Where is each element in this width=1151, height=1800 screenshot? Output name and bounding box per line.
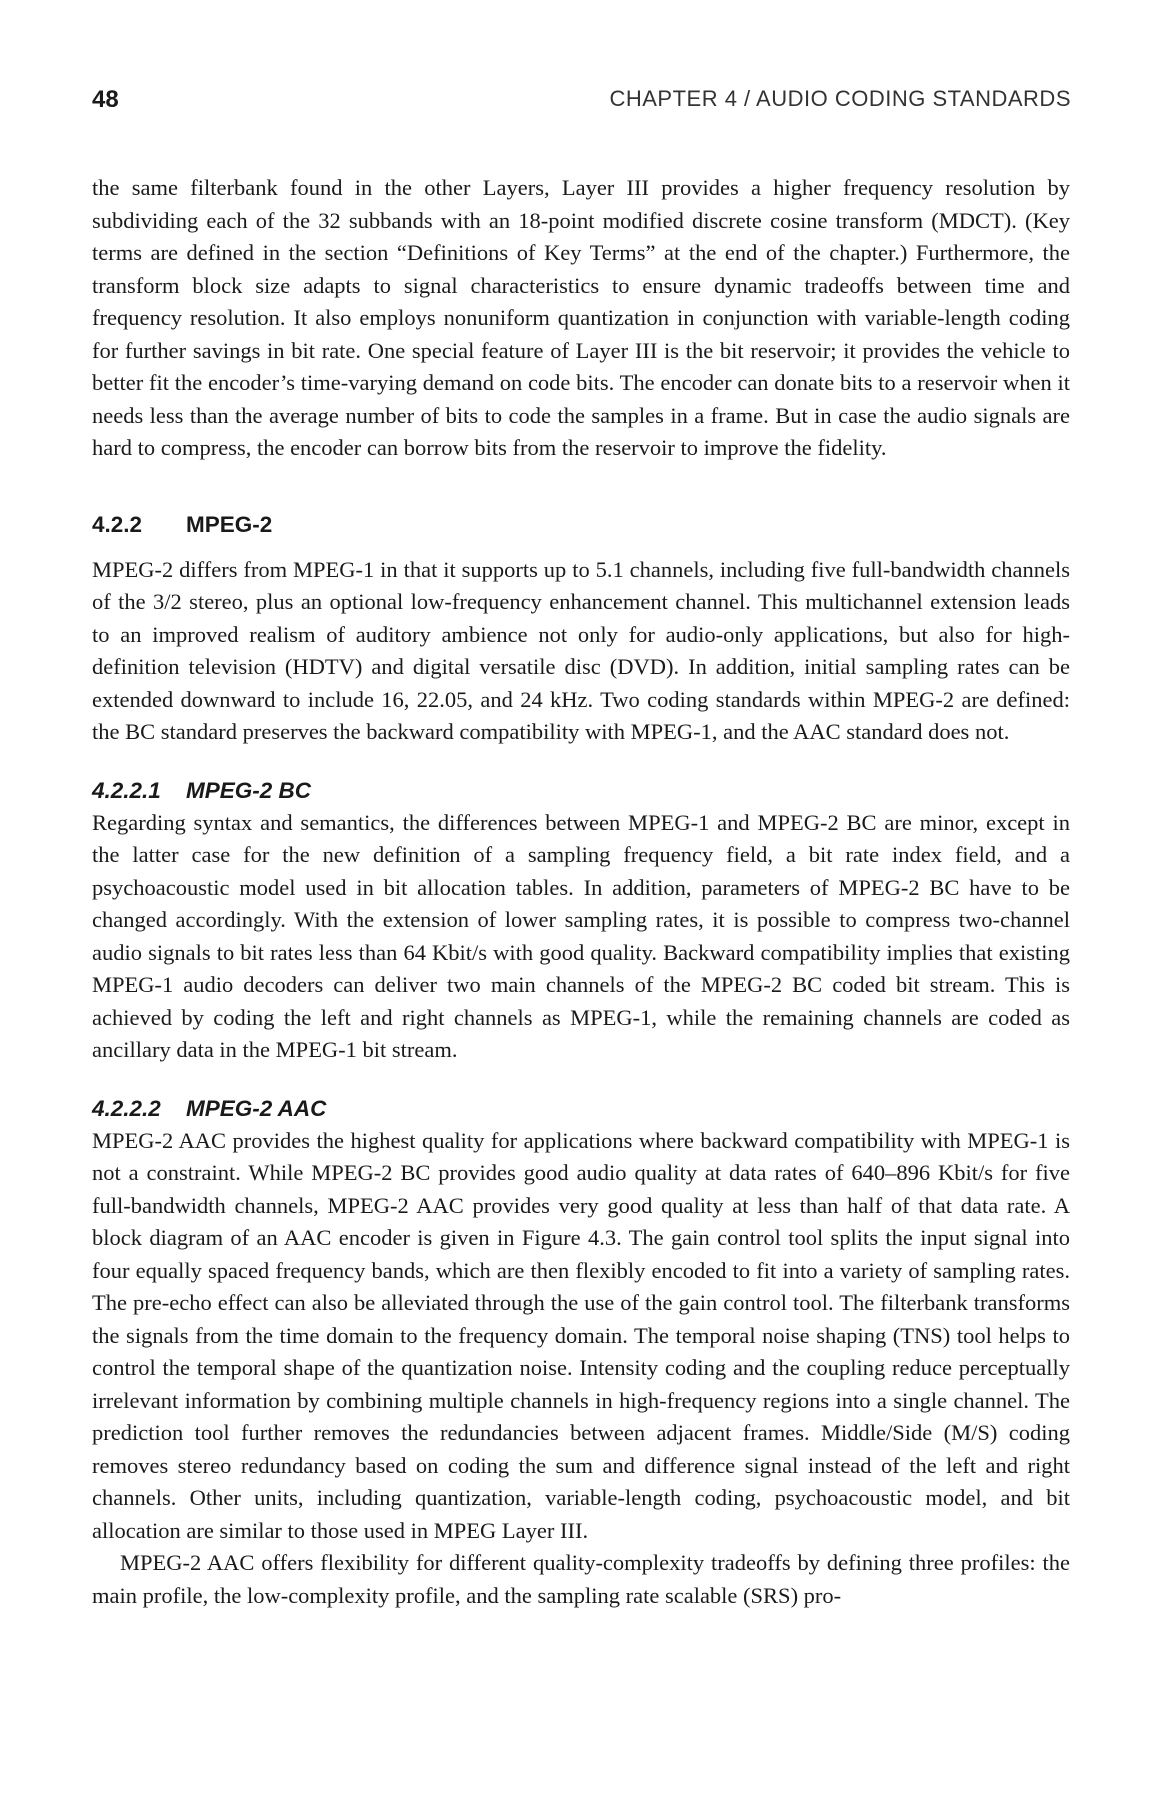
running-head: CHAPTER 4 / AUDIO CODING STANDARDS [609,86,1071,111]
page-number: 48 [92,86,119,113]
paragraph-layer3-continuation: the same filterbank found in the other Layers, Layer III provides a higher frequency resolution by subdividing each of the 32 subbands with an 18-point modified discrete cosine transform (MDCT). (Key terms are defined in the section “Definitions of Key Terms” at the end of the chapter.) Furthermore, the transform block size adapts to signal characteristics to ensure dynamic tradeoffs between time and frequency resolution. It also employs nonuniform quantization in conjunction with variable-length coding for further savings in bit rate. One special feature of Layer III is the bit reservoir; it provides the vehicle to better fit the encoder’s time-varying demand on code bits. The encoder can donate bits to a reservoir when it needs less than the average number of bits to code the samples in a frame. But in case the audio signals are hard to compress, the encoder can borrow bits from the reservoir to improve the fidelity. [92,175,1070,460]
section-heading-4-2-2 [92,509,1070,541]
subsection-heading-4-2-2-1 [92,775,1070,807]
paragraph-mpeg2-aac-profiles: MPEG-2 AAC offers flexibility for different quality-complexity tradeoffs by defining three profiles: the main profile, the low-complexity profile, and the sampling rate scalable (SRS) pro- [92,1550,1070,1608]
subsection-heading-4-2-2-2 [92,1093,1070,1125]
section-title: MPEG-2 [186,511,273,537]
paragraph-mpeg2-bc: Regarding syntax and semantics, the differences between MPEG-1 and MPEG-2 BC are minor, except in the latter case for the new definition of a sampling frequency field, a bit rate index field, and a psychoacoustic model used in bit allocation tables. In addition, parameters of MPEG-2 BC have to be changed accordingly. With the extension of lower sampling rates, it is possible to compress two-channel audio signals to bit rates less than 64 Kbit/s with good quality. Backward compatibility implies that existing MPEG-1 audio decoders can deliver two main channels of the MPEG-2 BC coded bit stream. This is achieved by coding the left and right channels as MPEG-1, while the remaining channels are coded as ancillary data in the MPEG-1 bit stream. [92,809,1070,1062]
subsection-number: 4.2.2.2 [92,1095,161,1121]
page-header [92,86,1071,116]
subsection-title: MPEG-2 BC [186,777,312,803]
paragraph-mpeg2-aac: MPEG-2 AAC provides the highest quality for applications where backward compatibility with MPEG-1 is not a constraint. While MPEG-2 BC provides good audio quality at data rates of 640–896 Kbit/s for five full-bandwidth channels, MPEG-2 AAC provides very good quality at less than half of that data rate. A block diagram of an AAC encoder is given in Figure 4.3. The gain control tool splits the input signal into four equally spaced frequency bands, which are then flexibly encoded to fit into a variety of sampling rates. The pre-echo effect can also be alleviated through the use of the gain control tool. The filterbank transforms the signals from the time domain to the frequency domain. The temporal noise shaping (TNS) tool helps to control the temporal shape of the quantization noise. Intensity coding and the coupling reduce perceptually irrelevant information by combining multiple channels in high-frequency regions into a single channel. The prediction tool further removes the redundancies between adjacent frames. Middle/Side (M/S) coding removes stereo redundancy based on coding the sum and difference signal instead of the left and right channels. Other units, including quantization, variable-length coding, psychoacoustic model, and bit allocation are similar to those used in MPEG Layer III. [92,1127,1070,1543]
page-body [92,172,1070,1612]
subsection-number: 4.2.2.1 [92,777,161,803]
section-number: 4.2.2 [92,511,143,537]
paragraph-mpeg2: MPEG-2 differs from MPEG-1 in that it supports up to 5.1 channels, including five full-bandwidth channels of the 3/2 stereo, plus an optional low-frequency enhancement channel. This multichannel extension leads to an improved realism of auditory ambience not only for audio-only applications, but also for high-definition television (HDTV) and digital versatile disc (DVD). In addition, initial sampling rates can be extended downward to include 16, 22.05, and 24 kHz. Two coding standards within MPEG-2 are defined: the BC standard preserves the backward compatibility with MPEG-1, and the AAC standard does not. [92,556,1070,744]
subsection-title: MPEG-2 AAC [186,1095,327,1121]
